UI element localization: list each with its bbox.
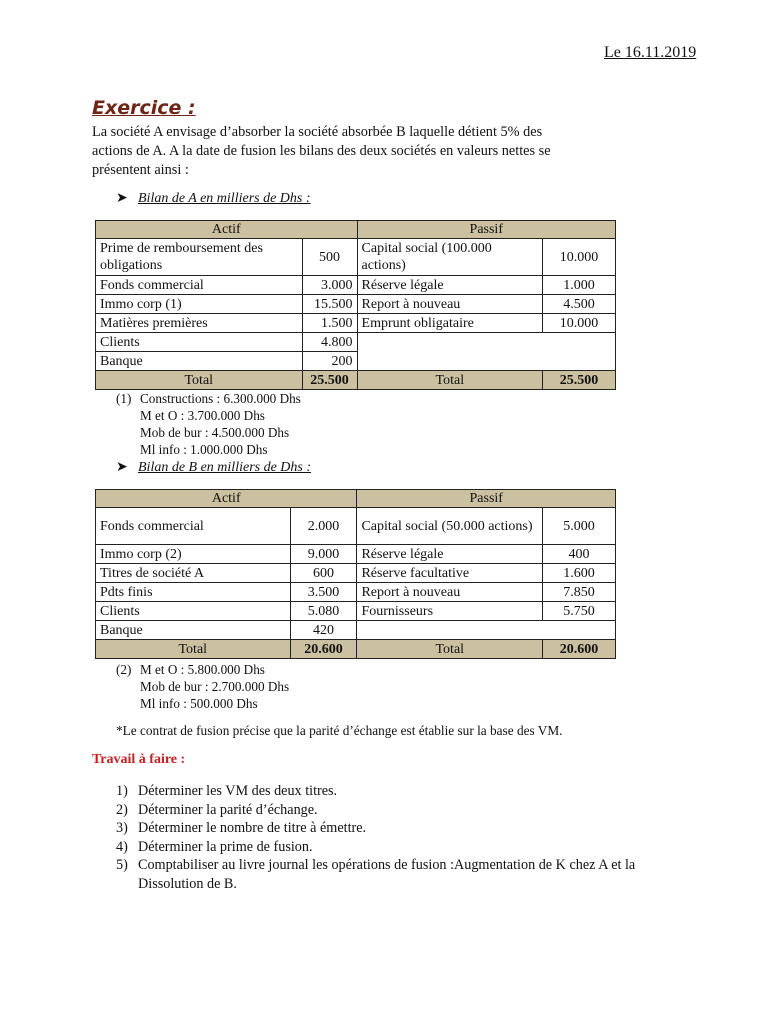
note-line: Ml info : 500.000 Dhs xyxy=(140,696,258,711)
task-list xyxy=(116,782,656,893)
table-row xyxy=(96,239,616,276)
passif-value: 5.750 xyxy=(543,602,616,621)
passif-value: 400 xyxy=(543,545,616,564)
total-row xyxy=(96,371,616,390)
passif-value: 10.000 xyxy=(543,239,616,276)
total-label: Total xyxy=(357,371,543,390)
passif-label: Report à nouveau xyxy=(357,583,543,602)
total-label: Total xyxy=(96,371,303,390)
arrow-bullet-icon: ➤ xyxy=(116,460,128,475)
table-row xyxy=(96,276,616,295)
intro-line: présentent ainsi : xyxy=(92,162,189,178)
actif-label: Immo corp (1) xyxy=(96,295,303,314)
travail-heading: Travail à faire : xyxy=(92,752,186,767)
note-line: Constructions : 6.300.000 Dhs xyxy=(140,391,301,406)
passif-header: Passif xyxy=(357,490,616,508)
actif-value: 500 xyxy=(302,239,357,276)
passif-label: Capital social (50.000 actions) xyxy=(357,508,543,545)
note-line: Mob de bur : 4.500.000 Dhs xyxy=(140,425,290,440)
intro-line: La société A envisage d’absorber la société absorbée B laquelle détient 5% des xyxy=(92,124,543,140)
actif-value: 3.500 xyxy=(290,583,357,602)
actif-value: 600 xyxy=(290,564,357,583)
actif-value: 1.500 xyxy=(302,314,357,333)
actif-value: 15.500 xyxy=(302,295,357,314)
actif-header: Actif xyxy=(96,221,358,239)
actif-label: Clients xyxy=(96,333,303,352)
table-row xyxy=(96,564,616,583)
total-actif: 25.500 xyxy=(302,371,357,390)
bilan-b-table xyxy=(95,489,616,659)
passif-label: Réserve légale xyxy=(357,276,543,295)
exercise-title: Exercice : xyxy=(92,97,196,119)
table-row xyxy=(96,621,616,640)
note-marker: (2) xyxy=(116,662,132,677)
actif-header: Actif xyxy=(96,490,357,508)
actif-value: 4.800 xyxy=(302,333,357,352)
note-b xyxy=(116,661,289,712)
table-row xyxy=(96,314,616,333)
contract-note: *Le contrat de fusion précise que la parité d’échange est établie sur la base des VM. xyxy=(116,723,563,738)
document-date: Le 16.11.2019 xyxy=(604,44,697,61)
passif-empty-cell xyxy=(357,621,616,640)
actif-value: 2.000 xyxy=(290,508,357,545)
passif-label: Capital social (100.000 actions) xyxy=(357,239,543,276)
list-item: 1) Déterminer les VM des deux titres. xyxy=(116,783,338,799)
passif-value: 1.600 xyxy=(543,564,616,583)
passif-header: Passif xyxy=(357,221,615,239)
table-row xyxy=(96,508,616,545)
passif-empty-cell xyxy=(357,333,615,371)
total-passif: 25.500 xyxy=(543,371,616,390)
passif-label: Réserve facultative xyxy=(357,564,543,583)
actif-label: Fonds commercial xyxy=(96,508,291,545)
table-row xyxy=(96,602,616,621)
passif-value: 4.500 xyxy=(543,295,616,314)
actif-value: 5.080 xyxy=(290,602,357,621)
note-line: Ml info : 1.000.000 Dhs xyxy=(140,442,268,457)
intro-line: actions de A. A la date de fusion les bilans des deux sociétés en valeurs nettes se xyxy=(92,143,551,159)
actif-value: 9.000 xyxy=(290,545,357,564)
note-line: M et O : 3.700.000 Dhs xyxy=(140,408,265,423)
arrow-bullet-icon: ➤ xyxy=(116,191,128,206)
table-row xyxy=(96,333,616,352)
note-line: M et O : 5.800.000 Dhs xyxy=(140,662,265,677)
total-label: Total xyxy=(357,640,543,659)
actif-value: 200 xyxy=(302,352,357,371)
actif-label: Matières premières xyxy=(96,314,303,333)
actif-label: Banque xyxy=(96,352,303,371)
list-item: 2) Déterminer la parité d’échange. xyxy=(116,801,318,818)
passif-label: Fournisseurs xyxy=(357,602,543,621)
note-a xyxy=(116,390,301,458)
intro-paragraph xyxy=(92,123,652,180)
actif-label: Immo corp (2) xyxy=(96,545,291,564)
bilan-b-heading: ➤ Bilan de B en milliers de Dhs : xyxy=(116,460,312,475)
bilan-a-table xyxy=(95,220,616,390)
passif-value: 10.000 xyxy=(543,314,616,333)
passif-label: Réserve légale xyxy=(357,545,543,564)
total-actif: 20.600 xyxy=(290,640,357,659)
list-item: 4) Déterminer la prime de fusion. xyxy=(116,838,313,855)
passif-value: 5.000 xyxy=(543,508,616,545)
actif-label: Clients xyxy=(96,602,291,621)
passif-label: Emprunt obligataire xyxy=(357,314,543,333)
note-marker: (1) xyxy=(116,391,132,406)
passif-value: 7.850 xyxy=(543,583,616,602)
bilan-a-heading: ➤ Bilan de A en milliers de Dhs : xyxy=(116,191,311,206)
list-item: 3) Déterminer le nombre de titre à émettre. xyxy=(116,820,367,836)
actif-label: Pdts finis xyxy=(96,583,291,602)
total-passif: 20.600 xyxy=(543,640,616,659)
passif-value: 1.000 xyxy=(543,276,616,295)
actif-label: Prime de remboursement des obligations xyxy=(96,239,303,276)
actif-label: Banque xyxy=(96,621,291,640)
actif-label: Titres de société A xyxy=(96,564,291,583)
table-row xyxy=(96,295,616,314)
actif-value: 3.000 xyxy=(302,276,357,295)
actif-value: 420 xyxy=(290,621,357,640)
passif-label: Report à nouveau xyxy=(357,295,543,314)
total-label: Total xyxy=(96,640,291,659)
table-row xyxy=(96,583,616,602)
list-item: 5) Comptabiliser au livre journal les opérations de fusion :Augmentation de K chez A et la Dissolution de B. xyxy=(116,857,636,892)
total-row xyxy=(96,640,616,659)
actif-label: Fonds commercial xyxy=(96,276,303,295)
note-line: Mob de bur : 2.700.000 Dhs xyxy=(140,679,290,694)
table-row xyxy=(96,545,616,564)
